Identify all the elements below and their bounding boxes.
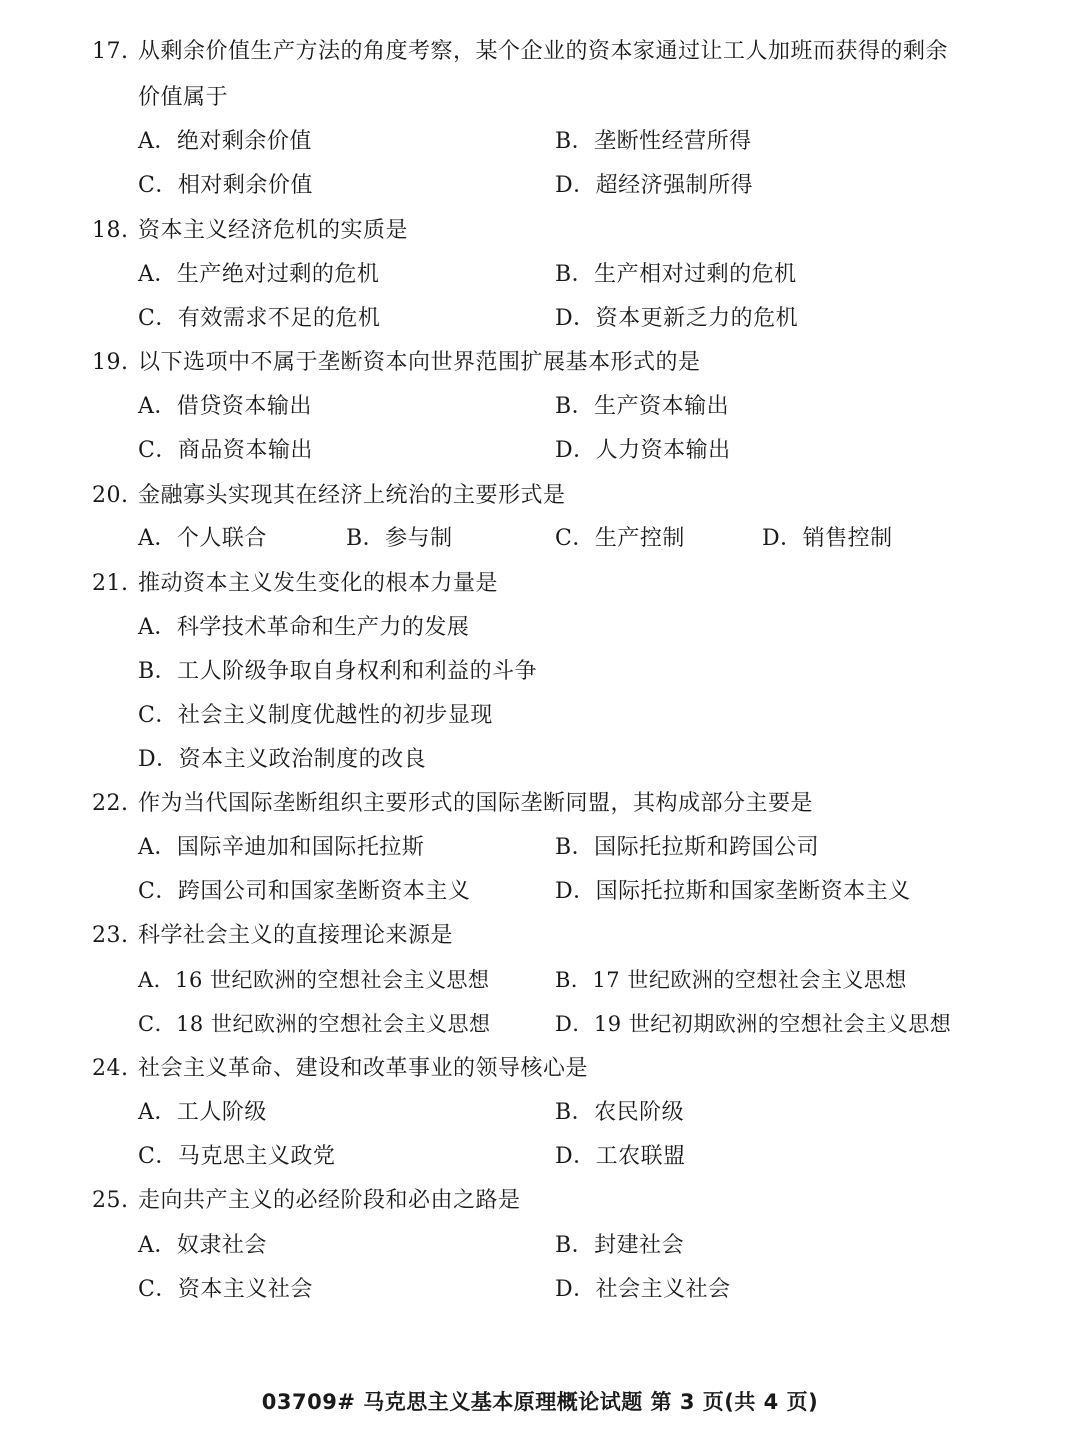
question-25-option-a: A．奴隶社会 xyxy=(138,1233,267,1258)
question-18-option-a: A．生产绝对过剩的危机 xyxy=(138,262,380,287)
question-22-option-c: C．跨国公司和国家垄断资本主义 xyxy=(138,879,471,904)
question-17-stem: 17. 从剩余价值生产方法的角度考察，某个企业的资本家通过让工人加班而获得的剩余 xyxy=(92,39,949,64)
question-20-option-a: A．个人联合 xyxy=(138,526,267,551)
question-24-stem: 24. 社会主义革命、建设和改革事业的领导核心是 xyxy=(92,1056,589,1081)
question-number: 21. xyxy=(92,571,129,596)
question-25-option-b: B．封建社会 xyxy=(555,1233,685,1258)
question-19-option-a: A．借贷资本输出 xyxy=(138,394,312,419)
question-23-option-d: D．19 世纪初期欧洲的空想社会主义思想 xyxy=(555,1012,952,1036)
page-footer: 03709# 马克思主义基本原理概论试题 第 3 页(共 4 页) xyxy=(261,1390,819,1414)
question-25-stem: 25. 走向共产主义的必经阶段和必由之路是 xyxy=(92,1188,521,1213)
question-number: 25. xyxy=(92,1188,129,1213)
question-23-option-b: B．17 世纪欧洲的空想社会主义思想 xyxy=(555,968,907,992)
question-23-stem: 23. 科学社会主义的直接理论来源是 xyxy=(92,923,454,948)
question-17-stem-continued: 价值属于 xyxy=(138,85,229,110)
question-24-option-a: A．工人阶级 xyxy=(138,1100,267,1125)
question-25-option-c: C．资本主义社会 xyxy=(138,1277,313,1302)
question-17-option-d: D．超经济强制所得 xyxy=(555,173,754,198)
question-19-stem: 19. 以下选项中不属于垄断资本向世界范围扩展基本形式的是 xyxy=(92,350,701,375)
question-number: 23. xyxy=(92,923,129,948)
question-number: 17. xyxy=(92,39,129,64)
question-19-option-d: D．人力资本输出 xyxy=(555,438,731,463)
question-24-option-d: D．工农联盟 xyxy=(555,1144,686,1169)
question-20-option-d: D．销售控制 xyxy=(762,526,893,551)
question-17-option-a: A．绝对剩余价值 xyxy=(138,129,312,154)
question-17-option-b: B．垄断性经营所得 xyxy=(555,129,752,154)
question-21-option-a: A．科学技术革命和生产力的发展 xyxy=(138,615,470,640)
question-number: 20. xyxy=(92,483,129,508)
question-number: 19. xyxy=(92,350,129,375)
question-22-option-a: A．国际辛迪加和国际托拉斯 xyxy=(138,835,425,860)
question-21-stem: 21. 推动资本主义发生变化的根本力量是 xyxy=(92,571,499,596)
question-21-option-b: B．工人阶级争取自身权利和利益的斗争 xyxy=(138,659,538,684)
question-19-option-c: C．商品资本输出 xyxy=(138,438,313,463)
question-number: 24. xyxy=(92,1056,129,1081)
question-18-stem: 18. 资本主义经济危机的实质是 xyxy=(92,218,409,243)
question-21-option-c: C．社会主义制度优越性的初步显现 xyxy=(138,703,493,728)
question-24-option-c: C．马克思主义政党 xyxy=(138,1144,336,1169)
question-18-option-b: B．生产相对过剩的危机 xyxy=(555,262,797,287)
question-20-stem: 20. 金融寡头实现其在经济上统治的主要形式是 xyxy=(92,483,566,508)
question-18-option-c: C．有效需求不足的危机 xyxy=(138,306,381,331)
question-number: 18. xyxy=(92,218,129,243)
question-19-option-b: B．生产资本输出 xyxy=(555,394,730,419)
question-23-option-c: C．18 世纪欧洲的空想社会主义思想 xyxy=(138,1012,491,1036)
question-number: 22. xyxy=(92,791,129,816)
question-20-option-c: C．生产控制 xyxy=(555,526,685,551)
question-20-option-b: B．参与制 xyxy=(346,526,453,551)
question-21-option-d: D．资本主义政治制度的改良 xyxy=(138,747,427,772)
question-22-option-d: D．国际托拉斯和国家垄断资本主义 xyxy=(555,879,911,904)
question-22-option-b: B．国际托拉斯和跨国公司 xyxy=(555,835,820,860)
question-23-option-a: A．16 世纪欧洲的空想社会主义思想 xyxy=(138,968,490,992)
question-25-option-d: D．社会主义社会 xyxy=(555,1277,731,1302)
question-17-option-c: C．相对剩余价值 xyxy=(138,173,313,198)
question-24-option-b: B．农民阶级 xyxy=(555,1100,685,1125)
question-22-stem: 22. 作为当代国际垄断组织主要形式的国际垄断同盟，其构成部分主要是 xyxy=(92,791,814,816)
question-18-option-d: D．资本更新乏力的危机 xyxy=(555,306,799,331)
